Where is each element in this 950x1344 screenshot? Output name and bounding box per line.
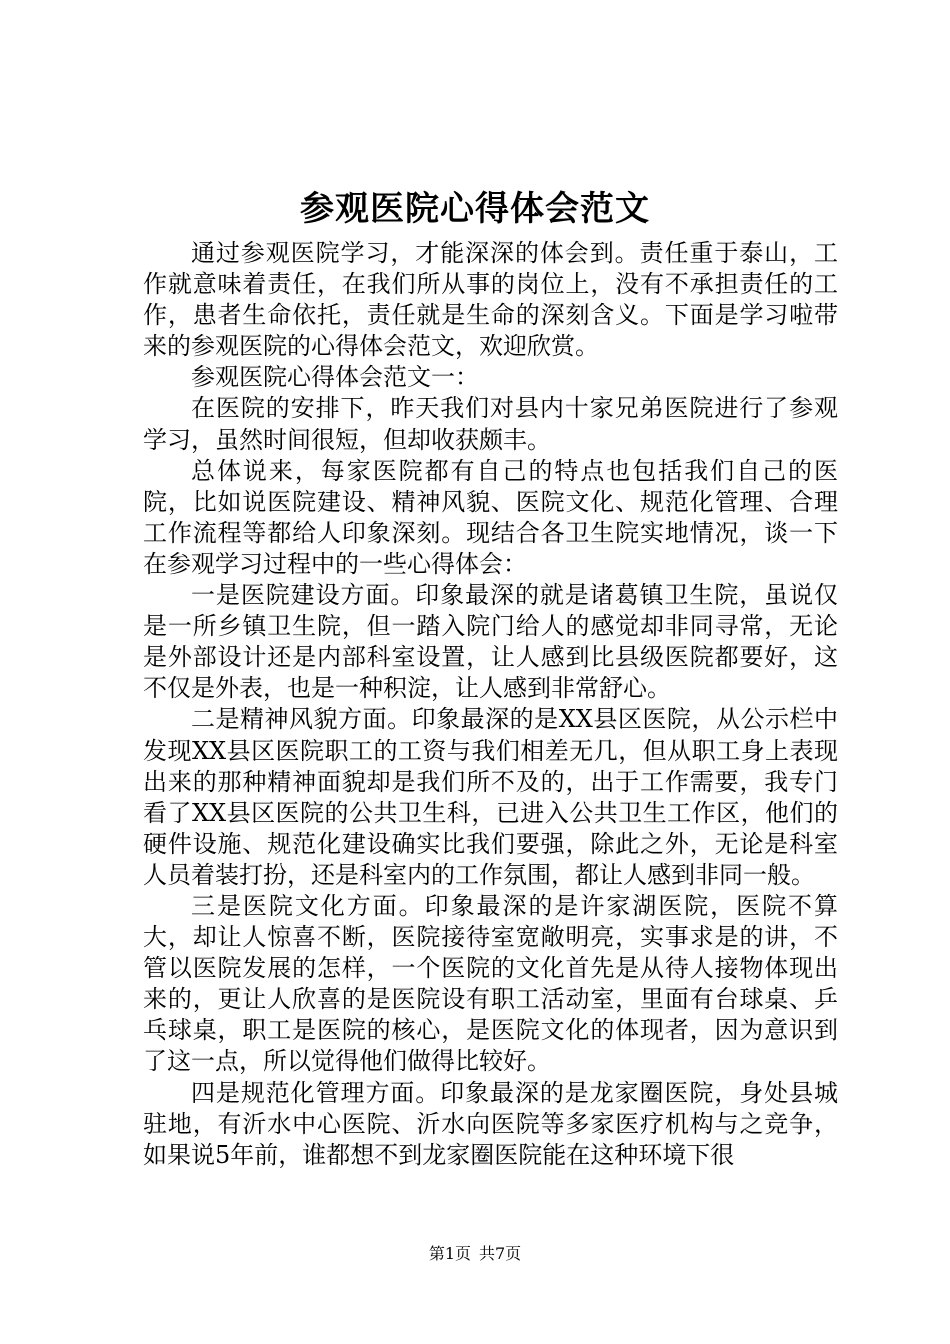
paragraph-intro: 通过参观医院学习，才能深深的体会到。责任重于泰山，工作就意味着责任，在我们所从事的岗位上，没有不承担责任的工作，患者生命依托，责任就是生命的深刻含义。下面是学习啦带来的参观医院的心得体会范文，欢迎欣赏。 [143, 239, 838, 361]
page-footer [0, 1243, 950, 1265]
paragraph-section-heading: 参观医院心得体会范文一： [191, 363, 479, 392]
paragraph-point-two: 二是精神风貌方面。印象最深的是XX县区医院，从公示栏中发现XX县区医院职工的工资与我们相差无几，但从职工身上表现出来的那种精神面貌却是我们所不及的，出于工作需要，我专门看了XX县区医院的公共卫生科，已进入公共卫生工作区，他们的硬件设施、规范化建设确实比我们要强，除此之外，无论是科室人员着装打扮，还是科室内的工作氛围，都让人感到非同一般。 [143, 705, 838, 889]
paragraph-visit: 在医院的安排下，昨天我们对县内十家兄弟医院进行了参观学习，虽然时间很短，但却收获颇丰。 [143, 394, 838, 454]
page-total: 共7页 [479, 1244, 522, 1263]
paragraph-point-four: 四是规范化管理方面。印象最深的是龙家圈医院，身处县城驻地，有沂水中心医院、沂水向医院等多家医疗机构与之竞争，如果说5年前，谁都想不到龙家圈医院能在这种环境下很 [143, 1078, 838, 1169]
paragraph-point-one: 一是医院建设方面。印象最深的就是诸葛镇卫生院，虽说仅是一所乡镇卫生院，但一踏入院门给人的感觉却非同寻常，无论是外部设计还是内部科室设置，让人感到比县级医院都要好，这不仅是外表，也是一种积淀，让人感到非常舒心。 [143, 581, 838, 703]
document-title: 参观医院心得体会范文 [300, 189, 650, 229]
paragraph-point-three: 三是医院文化方面。印象最深的是许家湖医院，医院不算大，却让人惊喜不断，医院接待室宽敞明亮，实事求是的讲，不管以医院发展的怎样，一个医院的文化首先是从待人接物体现出来的，更让人欣喜的是医院设有职工活动室，里面有台球桌、乒乓球桌，职工是医院的核心，是医院文化的体现者，因为意识到了这一点，所以觉得他们做得比较好。 [143, 891, 838, 1076]
paragraph-overview: 总体说来，每家医院都有自己的特点也包括我们自己的医院，比如说医院建设、精神风貌、医院文化、规范化管理、合理工作流程等都给人印象深刻。现结合各卫生院实地情况，谈一下在参观学习过程中的一些心得体会： [143, 456, 838, 578]
document-body [143, 238, 838, 1171]
page-number: 第1页 [428, 1244, 471, 1263]
